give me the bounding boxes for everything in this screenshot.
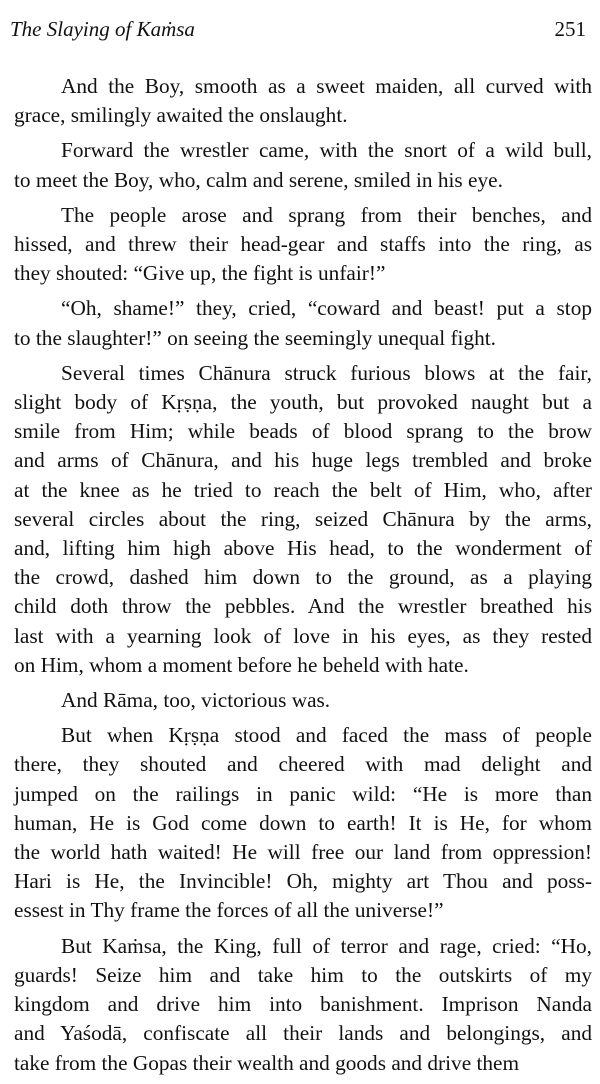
body-text [14, 72, 592, 1084]
text-line: several circles about the ring, seized Chānura by the arms, [14, 506, 592, 531]
text-line: The people arose and sprang from their benches, and [61, 202, 592, 227]
text-line: jumped on the railings in panic wild: “He is more than [14, 781, 592, 806]
text-line: slight body of Kṛṣṇa, the youth, but provoked naught but a [14, 390, 592, 415]
text-line: the crowd, dashed him down to the ground, as a playing [14, 565, 592, 590]
text-line: take from the Gopas their wealth and goods and drive them [14, 1050, 520, 1075]
paragraph [14, 201, 592, 289]
paragraph [14, 294, 592, 352]
text-line: Hari is He, the Invincible! Oh, mighty art Thou and poss- [14, 869, 592, 894]
text-line: And the Boy, smooth as a sweet maiden, all curved with [61, 74, 592, 98]
text-line: And Rāma, too, victorious was. [61, 688, 331, 713]
text-line: they shouted: “Give up, the fight is unfair!” [14, 261, 386, 286]
text-line: But Kaṁsa, the King, full of terror and rage, cried: “Ho, [61, 933, 592, 958]
paragraph [14, 721, 592, 925]
paragraph [14, 72, 592, 130]
page-number: 251 [554, 17, 586, 41]
text-line: Forward the wrestler came, with the snort of a wild bull, [61, 138, 592, 163]
paragraph [14, 136, 592, 194]
text-line: grace, smilingly awaited the onslaught. [14, 103, 348, 128]
running-title: The Slaying of Kaṁsa [10, 17, 195, 41]
text-line: and Yaśodā, confiscate all their lands and belongings, and [14, 1021, 592, 1046]
text-line: essest in Thy frame the forces of all the universe!” [14, 898, 444, 923]
text-line: last with a yearning look of love in his eyes, as they rested [14, 623, 592, 648]
paragraph [14, 932, 592, 1078]
paragraph [14, 359, 592, 680]
text-line: on Him, whom a moment before he beheld with hate. [14, 652, 469, 677]
text-line: the world hath waited! He will free our land from oppression! [14, 840, 592, 865]
text-line: Several times Chānura struck furious blows at the fair, [61, 360, 592, 385]
text-line: and arms of Chānura, and his huge legs trembled and broke [14, 448, 592, 473]
text-line: human, He is God come down to earth! It is He, for whom [14, 810, 592, 835]
text-line: there, they shouted and cheered with mad delight and [14, 752, 592, 777]
text-line: to meet the Boy, who, calm and serene, smiled in his eye. [14, 167, 503, 192]
text-line: and, lifting him high above His head, to the wonderment of [14, 536, 592, 561]
text-line: hissed, and threw their head-gear and staffs into the ring, as [14, 232, 592, 257]
text-line: kingdom and drive him into banishment. Imprison Nanda [14, 992, 592, 1017]
text-line: “Oh, shame!” they, cried, “coward and beast! put a stop [61, 296, 592, 321]
text-line: smile from Him; while beads of blood sprang to the brow [14, 419, 592, 444]
text-line: child doth throw the pebbles. And the wrestler breathed his [14, 594, 592, 619]
text-line: to the slaughter!” on seeing the seemingly unequal fight. [14, 325, 497, 350]
paragraph [14, 686, 592, 715]
text-line: at the knee as he tried to reach the belt of Him, who, after [14, 477, 592, 502]
text-line: But when Kṛṣṇa stood and faced the mass of people [61, 723, 592, 748]
text-line: guards! Seize him and take him to the outskirts of my [14, 962, 592, 987]
